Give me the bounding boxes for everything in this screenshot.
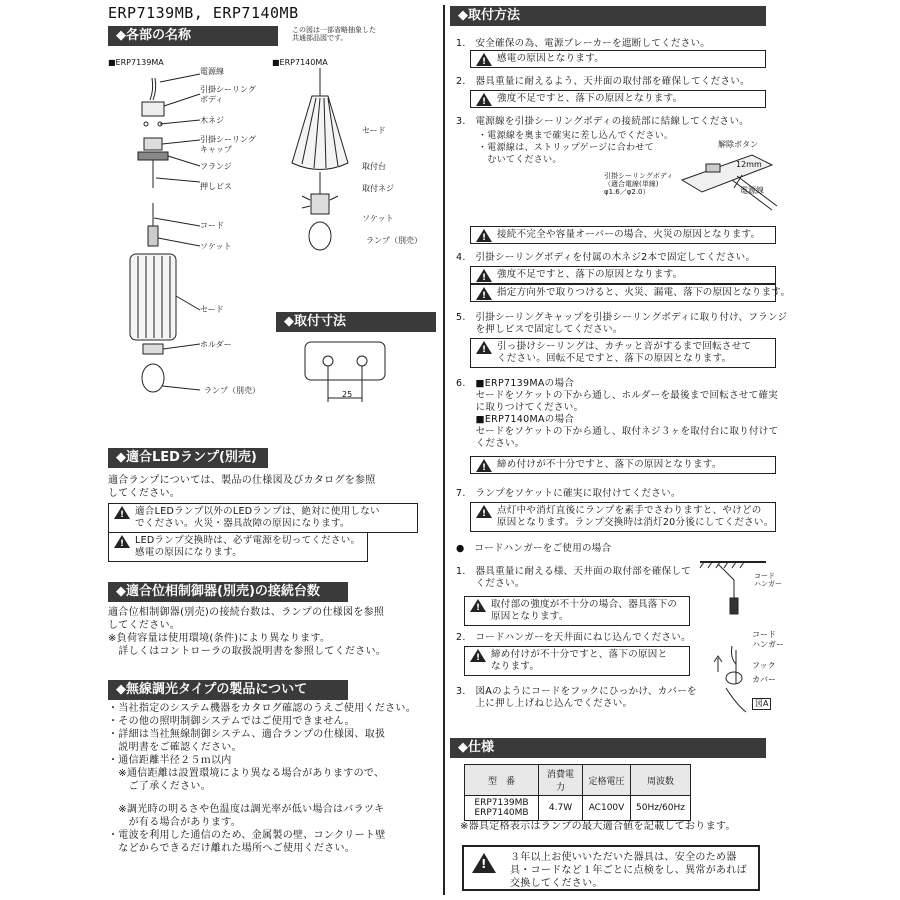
led-body: 適合ランプについては、製品の仕様図及びカタログを参照 してください。 bbox=[108, 475, 376, 499]
hanger-step-1: 1. 器具重量に耐える様、天井面の取付部を確保して ください。 bbox=[456, 566, 692, 589]
label-strip-length: 12mm bbox=[736, 160, 762, 169]
label-power-wire-right: 電源線 bbox=[740, 186, 764, 195]
install-warning-4b: ! 指定方向外で取りつけると、火災、漏電、落下の原因となります。 bbox=[470, 284, 776, 302]
column-divider bbox=[443, 5, 445, 895]
spec-voltage-cell: AC100V bbox=[583, 796, 631, 821]
install-warning-6: ! 締め付けが不十分ですと、落下の原因となります。 bbox=[470, 456, 776, 474]
label-shade: セード bbox=[200, 305, 224, 314]
spec-row bbox=[465, 796, 691, 821]
model-a-label: ■ERP7139MA bbox=[108, 58, 164, 67]
spec-header-power: 消費電力 bbox=[539, 765, 583, 796]
install-step-5: 5. 引掛シーリングキャップを引掛シーリングボディに取り付け、フランジ を押しビスで固定してください。 bbox=[456, 312, 788, 335]
spec-frequency-cell: 50Hz/60Hz bbox=[631, 796, 691, 821]
model-b-label: ■ERP7140MA bbox=[272, 58, 328, 67]
install-step-4: 4. 引掛シーリングボディを付属の木ネジ2本で固定してください。 bbox=[456, 252, 756, 263]
label-ceiling-body-spec: 引掛シーリングボディ （適合電線(単線) φ1.6／φ2.0） bbox=[604, 172, 674, 196]
spec-note: ※器具定格表示はランプの最大適合値を記載しております。 bbox=[460, 821, 736, 832]
led-heading: ◆適合LEDランプ(別売) bbox=[108, 448, 268, 468]
label-b-socket: ソケット bbox=[362, 214, 394, 223]
parts-diagram-b bbox=[280, 68, 360, 268]
label-cord-hanger-2: コード ハンガー bbox=[752, 630, 784, 649]
warning-icon bbox=[114, 506, 130, 519]
label-ceiling-body: 引掛シーリング ボディ bbox=[200, 85, 256, 104]
hanger-step-2: 2. コードハンガーを天井面にねじ込んでください。 bbox=[456, 632, 691, 643]
install-step-1: 1. 安全確保の為、電源ブレーカーを遮断してください。 bbox=[456, 38, 711, 49]
warning-icon bbox=[476, 459, 492, 472]
spec-header-model: 型 番 bbox=[465, 765, 539, 796]
warning-icon bbox=[476, 341, 492, 354]
warning-icon bbox=[476, 505, 492, 518]
install-step-6: 6. ■ERP7139MAの場合 セードをソケットの下から通し、ホルダーを最後まで回転させて確実 に取りつけてください。 ■ERP7140MAの場合 セードをソケットの下から通し、取付ネジ３ヶを取付台に取り付けて ください。 bbox=[456, 378, 779, 449]
label-hook: フック bbox=[752, 661, 776, 670]
label-b-mount-base: 取付台 bbox=[362, 162, 386, 171]
install-heading: ◆取付方法 bbox=[450, 6, 766, 26]
install-warning-7: ! 点灯中や消灯直後にランプを素手でさわりますと、やけどの 原因となります。ランプ交換時は消灯20分後にしてください。 bbox=[470, 502, 776, 532]
warning-icon bbox=[472, 853, 496, 873]
mount-size-diagram bbox=[300, 340, 410, 410]
mount-size-heading: ◆取付寸法 bbox=[276, 312, 436, 332]
hanger-heading: ● コードハンガーをご使用の場合 bbox=[456, 543, 612, 554]
spec-header-row bbox=[465, 765, 691, 796]
parts-diagram-a bbox=[108, 68, 258, 408]
label-holder: ホルダー bbox=[200, 340, 232, 349]
warning-icon bbox=[476, 229, 492, 242]
hanger-step-3: 3. 図Aのようにコードをフックにひっかけ、カバーを 上に押し上げねじ込んでください。 bbox=[456, 686, 697, 709]
spec-heading: ◆仕様 bbox=[450, 738, 766, 758]
install-warning-4a: ! 強度不足ですと、落下の原因となります。 bbox=[470, 266, 776, 284]
warning-icon bbox=[476, 269, 492, 282]
label-cord-hanger-1: コード ハンガー bbox=[754, 572, 782, 588]
install-warning-2: ! 強度不足ですと、落下の原因となります。 bbox=[470, 90, 766, 108]
dimmer-body: 適合位相制御器(別売)の接続台数は、ランプの仕様図を参照 してください。 ※負荷容量は使用環境(条件)により異なります。 詳しくはコントローラの取扱説明書を参照してください。 bbox=[108, 607, 387, 657]
ceiling-body-diagram bbox=[672, 140, 782, 225]
label-cord: コード bbox=[200, 221, 224, 230]
warning-icon bbox=[470, 599, 486, 612]
install-warning-3: ! 接続不完全や容量オーバーの場合、火災の原因となります。 bbox=[470, 226, 776, 244]
warning-icon bbox=[476, 93, 492, 106]
led-warning-2: ! LEDランプ交換時は、必ず電源を切ってください。 感電の原因になります。 bbox=[108, 532, 368, 562]
inspection-warning: ! ３年以上お使いいただいた器具は、安全のため器 具・コードなど１年ごとに点検をし、異常があれば 交換してください。 bbox=[462, 845, 760, 891]
spec-header-voltage: 定格電圧 bbox=[583, 765, 631, 796]
install-warning-5: ! 引っ掛けシーリングは、カチッと音がするまで回転させて ください。回転不足ですと、落下の原因となります。 bbox=[470, 338, 776, 368]
install-step-7: 7. ランプをソケットに確実に取付けてください。 bbox=[456, 488, 681, 499]
spec-header-frequency: 周波数 bbox=[631, 765, 691, 796]
figure-a-label: 図A bbox=[752, 698, 771, 710]
wireless-body: ・当社指定のシステム機器をカタログ確認のうえご使用ください。 ・その他の照明制御システムではご使用できません。 ・詳細は当社無線制御システム、適合ランプの仕様図、取扱 説明書をご確認ください。 ・通信距離半径２５ｍ以内 ※通信距離は設置環境により異なる場合がありますので、 ご了承ください。 ※調光時の明るさや色温度は調光率が低い場合はバラツキ が有る場合があります。 ・電波を利用した通信のため、金属製の壁、コンクリート壁 などからできるだけ離れた場所へご使用ください。 bbox=[108, 703, 416, 854]
warning-icon bbox=[470, 649, 486, 662]
label-wood-screw: 木ネジ bbox=[200, 116, 224, 125]
install-step-3-details: ・電源線を奥まで確実に差し込んでください。 ・電源線は、ストリップゲージに合わせて むいてください。 bbox=[478, 131, 674, 165]
label-power-wire: 電源線 bbox=[200, 67, 224, 76]
label-set-screw: 押しビス bbox=[200, 182, 232, 191]
install-step-2: 2. 器具重量に耐えるよう、天井面の取付部を確保してください。 bbox=[456, 76, 750, 87]
spec-model-cell: ERP7139MB ERP7140MB bbox=[465, 796, 539, 821]
label-ceiling-cap: 引掛シーリング キャップ bbox=[200, 135, 256, 154]
label-socket: ソケット bbox=[200, 242, 232, 251]
warning-icon bbox=[476, 53, 492, 66]
mount-dimension: 25 bbox=[342, 390, 353, 399]
label-cover: カバー bbox=[752, 675, 776, 684]
warning-icon bbox=[114, 535, 130, 548]
hanger-warning-1: ! 取付部の強度が不十分の場合、器具落下の 原因となります。 bbox=[464, 596, 690, 626]
page-title: ERP7139MB, ERP7140MB bbox=[108, 4, 299, 22]
label-release-button: 解除ボタン bbox=[718, 140, 758, 149]
hanger-warning-2: ! 締め付けが不十分ですと、落下の原因と なります。 bbox=[464, 646, 690, 676]
label-b-shade: セード bbox=[362, 126, 386, 135]
parts-heading: ◆各部の名称 bbox=[108, 26, 278, 46]
label-lamp-a: ランプ（別売） bbox=[204, 386, 260, 395]
label-b-mount-screw: 取付ネジ bbox=[362, 184, 394, 193]
install-step-3: 3. 電源線を引掛シーリングボディの接続部に結線してください。 bbox=[456, 116, 749, 127]
label-b-lamp: ランプ（別売） bbox=[366, 236, 422, 245]
warning-icon bbox=[476, 287, 492, 300]
parts-note: この図は一部省略抽象した 共通部品図です。 bbox=[292, 26, 376, 42]
dimmer-heading: ◆適合位相制御器(別売)の接続台数 bbox=[108, 582, 348, 602]
spec-power-cell: 4.7W bbox=[539, 796, 583, 821]
install-warning-1: ! 感電の原因となります。 bbox=[470, 50, 766, 68]
label-flange: フランジ bbox=[200, 162, 232, 171]
wireless-heading: ◆無線調光タイプの製品について bbox=[108, 680, 348, 700]
led-warning-1: ! 適合LEDランプ以外のLEDランプは、絶対に使用しない でください。火災・器具故障の原因になります。 bbox=[108, 503, 418, 533]
spec-table bbox=[464, 764, 691, 821]
